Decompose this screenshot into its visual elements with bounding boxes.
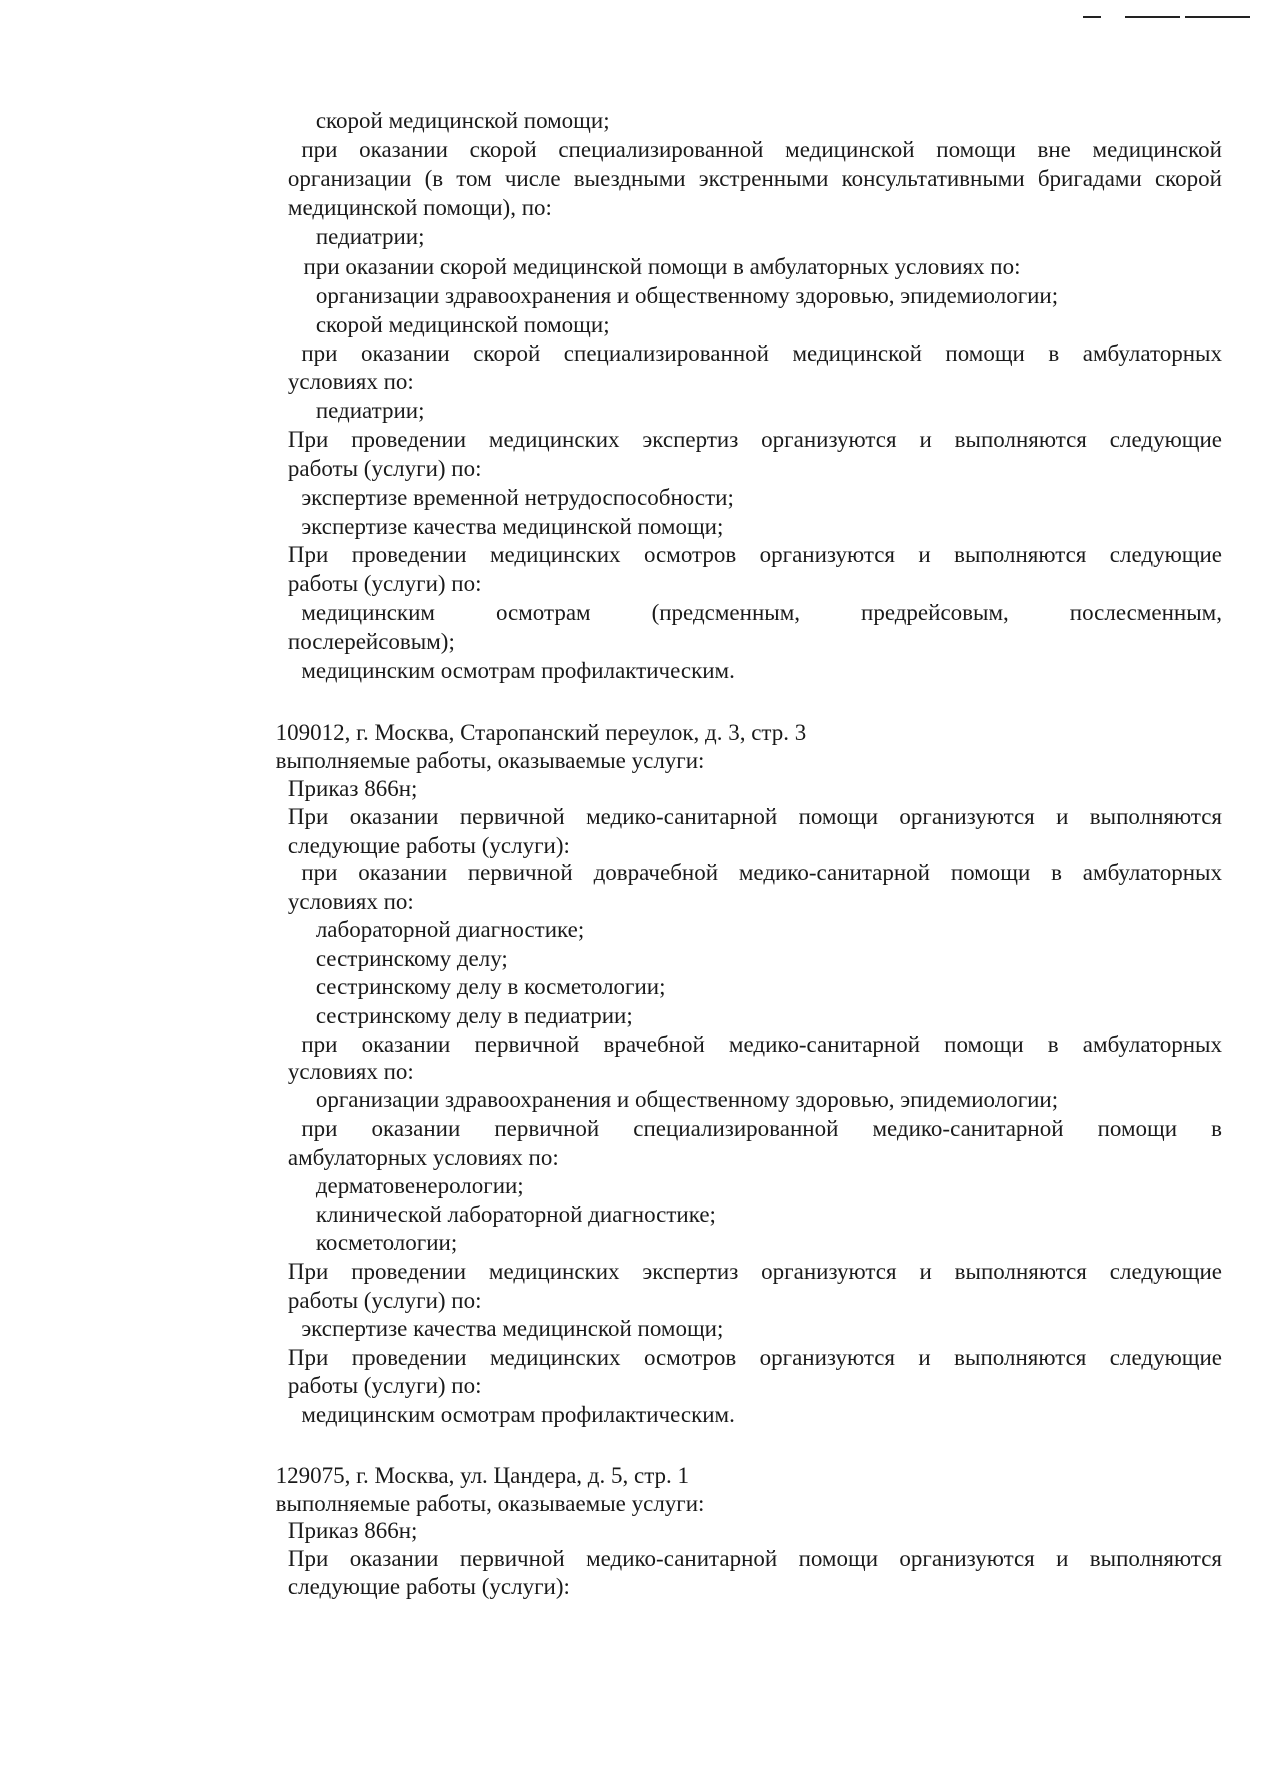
text-line: экспертизе качества медицинской помощи; [301,513,724,539]
text-line: организации здравоохранения и общественному здоровью, эпидемиологии; [315,1087,1059,1113]
address-line: 129075, г. Москва, ул. Цандера, д. 5, стр. 1 [275,1463,690,1489]
text-line: медицинским осмотрам профилактическим. [301,657,735,683]
text-line: сестринскому делу в косметологии; [315,973,666,999]
text-line: работы (услуги) по: [287,570,482,596]
text-line: организации здравоохранения и общественному здоровью, эпидемиологии; [315,282,1059,308]
text-line: работы (услуги) по: [287,1373,482,1399]
text-line: При проведении медицинских экспертиз организуются и выполняются следующие [287,1259,1222,1285]
text-line: следующие работы (услуги): [287,832,570,858]
text-line: организации (в том числе выездными экстренными консультативными бригадами скорой [287,165,1222,191]
address-line: выполняемые работы, оказываемые услуги: [275,748,705,774]
text-line: условиях по: [287,888,414,914]
text-line: экспертизе качества медицинской помощи; [301,1316,724,1342]
text-line: педиатрии; [315,397,425,423]
text-line: при оказании скорой специализированной медицинской помощи в амбулаторных [301,340,1222,366]
text-line: медицинским осмотрам профилактическим. [301,1402,735,1428]
header-rule [1185,16,1250,18]
text-line: работы (услуги) по: [287,455,482,481]
text-line: педиатрии; [315,223,425,249]
text-line: При оказании первичной медико-санитарной помощи организуются и выполняются [287,803,1222,829]
text-line: условиях по: [287,368,414,394]
text-line: сестринскому делу; [315,945,508,971]
text-line: При проведении медицинских осмотров организуются и выполняются следующие [287,1345,1222,1371]
text-line: При проведении медицинских осмотров организуются и выполняются следующие [287,541,1222,567]
text-line: скорой медицинской помощи; [315,311,610,337]
text-line: следующие работы (услуги): [287,1573,570,1599]
text-line: медицинской помощи), по: [287,194,552,220]
text-line: Приказ 866н; [287,776,418,801]
text-line: косметологии; [315,1230,458,1256]
text-line: послерейсовым); [287,628,455,654]
text-line: работы (услуги) по: [287,1288,482,1314]
text-line: лабораторной диагностике; [315,916,585,942]
text-line: клинической лабораторной диагностике; [315,1202,716,1228]
text-line: сестринскому делу в педиатрии; [315,1002,633,1028]
text-line: при оказании скорой специализированной медицинской помощи вне медицинской [301,136,1222,162]
text-line: При оказании первичной медико-санитарной помощи организуются и выполняются [287,1546,1222,1572]
text-line: условиях по: [287,1059,414,1085]
text-line: при оказании первичной специализированной медико-санитарной помощи в [301,1116,1222,1142]
text-line: при оказании скорой медицинской помощи в амбулаторных условиях по: [303,253,1021,279]
text-line: экспертизе временной нетрудоспособности; [301,484,734,510]
text-line: скорой медицинской помощи; [315,107,610,133]
text-line: медицинским осмотрам (предсменным, предрейсовым, послесменным, [301,599,1222,625]
header-rule [1125,16,1180,18]
text-line: дерматовенерологии; [315,1173,524,1199]
text-line: Приказ 866н; [287,1518,418,1544]
address-line: 109012, г. Москва, Старопанский переулок, д. 3, стр. 3 [275,720,807,746]
text-line: при оказании первичной врачебной медико-санитарной помощи в амбулаторных [301,1031,1222,1057]
text-line: амбулаторных условиях по: [287,1145,559,1171]
header-rule [1083,16,1101,18]
text-line: При проведении медицинских экспертиз организуются и выполняются следующие [287,426,1222,452]
text-line: при оказании первичной доврачебной медико-санитарной помощи в амбулаторных [301,859,1222,885]
address-line: выполняемые работы, оказываемые услуги: [275,1491,705,1517]
